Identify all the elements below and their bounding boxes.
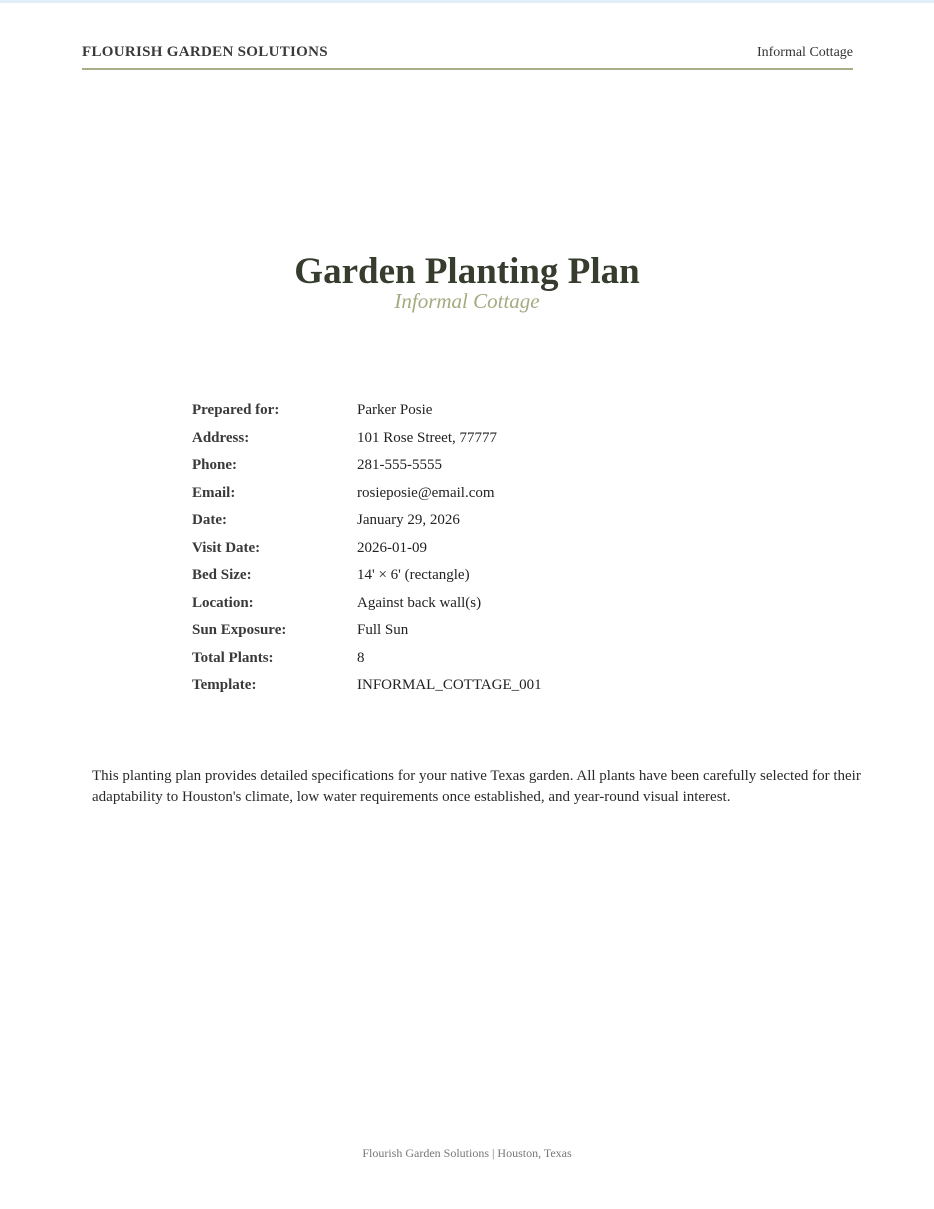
detail-value: 281-555-5555: [357, 457, 442, 474]
detail-label: Template:: [192, 677, 257, 694]
detail-value: INFORMAL_COTTAGE_001: [357, 677, 542, 694]
detail-label: Visit Date:: [192, 539, 261, 556]
detail-value: 8: [357, 649, 365, 666]
detail-label: Bed Size:: [192, 567, 252, 584]
detail-value: Parker Posie: [357, 402, 433, 419]
document-title: Garden Planting Plan: [294, 251, 640, 292]
detail-value: Against back wall(s): [357, 594, 482, 611]
detail-row: [192, 562, 542, 590]
detail-value: Full Sun: [357, 622, 409, 639]
detail-label: Location:: [192, 594, 254, 611]
client-details-table: [192, 397, 542, 700]
detail-row: [192, 480, 542, 508]
detail-row: [192, 590, 542, 618]
detail-value: rosieposie@email.com: [357, 484, 495, 501]
detail-label: Prepared for:: [192, 402, 280, 419]
detail-row: [192, 425, 542, 453]
intro-paragraph: This planting plan provides detailed specifications for your native Texas garden. All plants have been carefully selected for their adaptability to Houston's climate, low water requirements once established, and year-round visual interest.: [92, 768, 861, 805]
detail-value: 2026-01-09: [357, 539, 427, 556]
page-header: [82, 44, 853, 70]
top-strip: [0, 0, 934, 3]
detail-row: [192, 535, 542, 563]
document-subtitle: Informal Cottage: [394, 289, 540, 313]
title-block: [0, 250, 934, 314]
detail-row: [192, 617, 542, 645]
detail-label: Email:: [192, 484, 236, 501]
detail-row: [192, 397, 542, 425]
detail-label: Total Plants:: [192, 649, 274, 666]
detail-row: [192, 507, 542, 535]
header-style-label: Informal Cottage: [756, 45, 853, 60]
page-footer: Flourish Garden Solutions | Houston, Texas: [362, 1146, 572, 1160]
detail-row: [192, 645, 542, 673]
detail-label: Address:: [192, 429, 250, 446]
detail-value: 101 Rose Street, 77777: [357, 429, 497, 446]
detail-row: [192, 452, 542, 480]
detail-label: Sun Exposure:: [192, 622, 287, 639]
detail-row: [192, 672, 542, 700]
detail-label: Date:: [192, 512, 227, 529]
detail-value: 14' × 6' (rectangle): [357, 567, 470, 584]
company-name: FLOURISH GARDEN SOLUTIONS: [82, 44, 328, 60]
detail-value: January 29, 2026: [357, 512, 460, 529]
detail-label: Phone:: [192, 457, 237, 474]
